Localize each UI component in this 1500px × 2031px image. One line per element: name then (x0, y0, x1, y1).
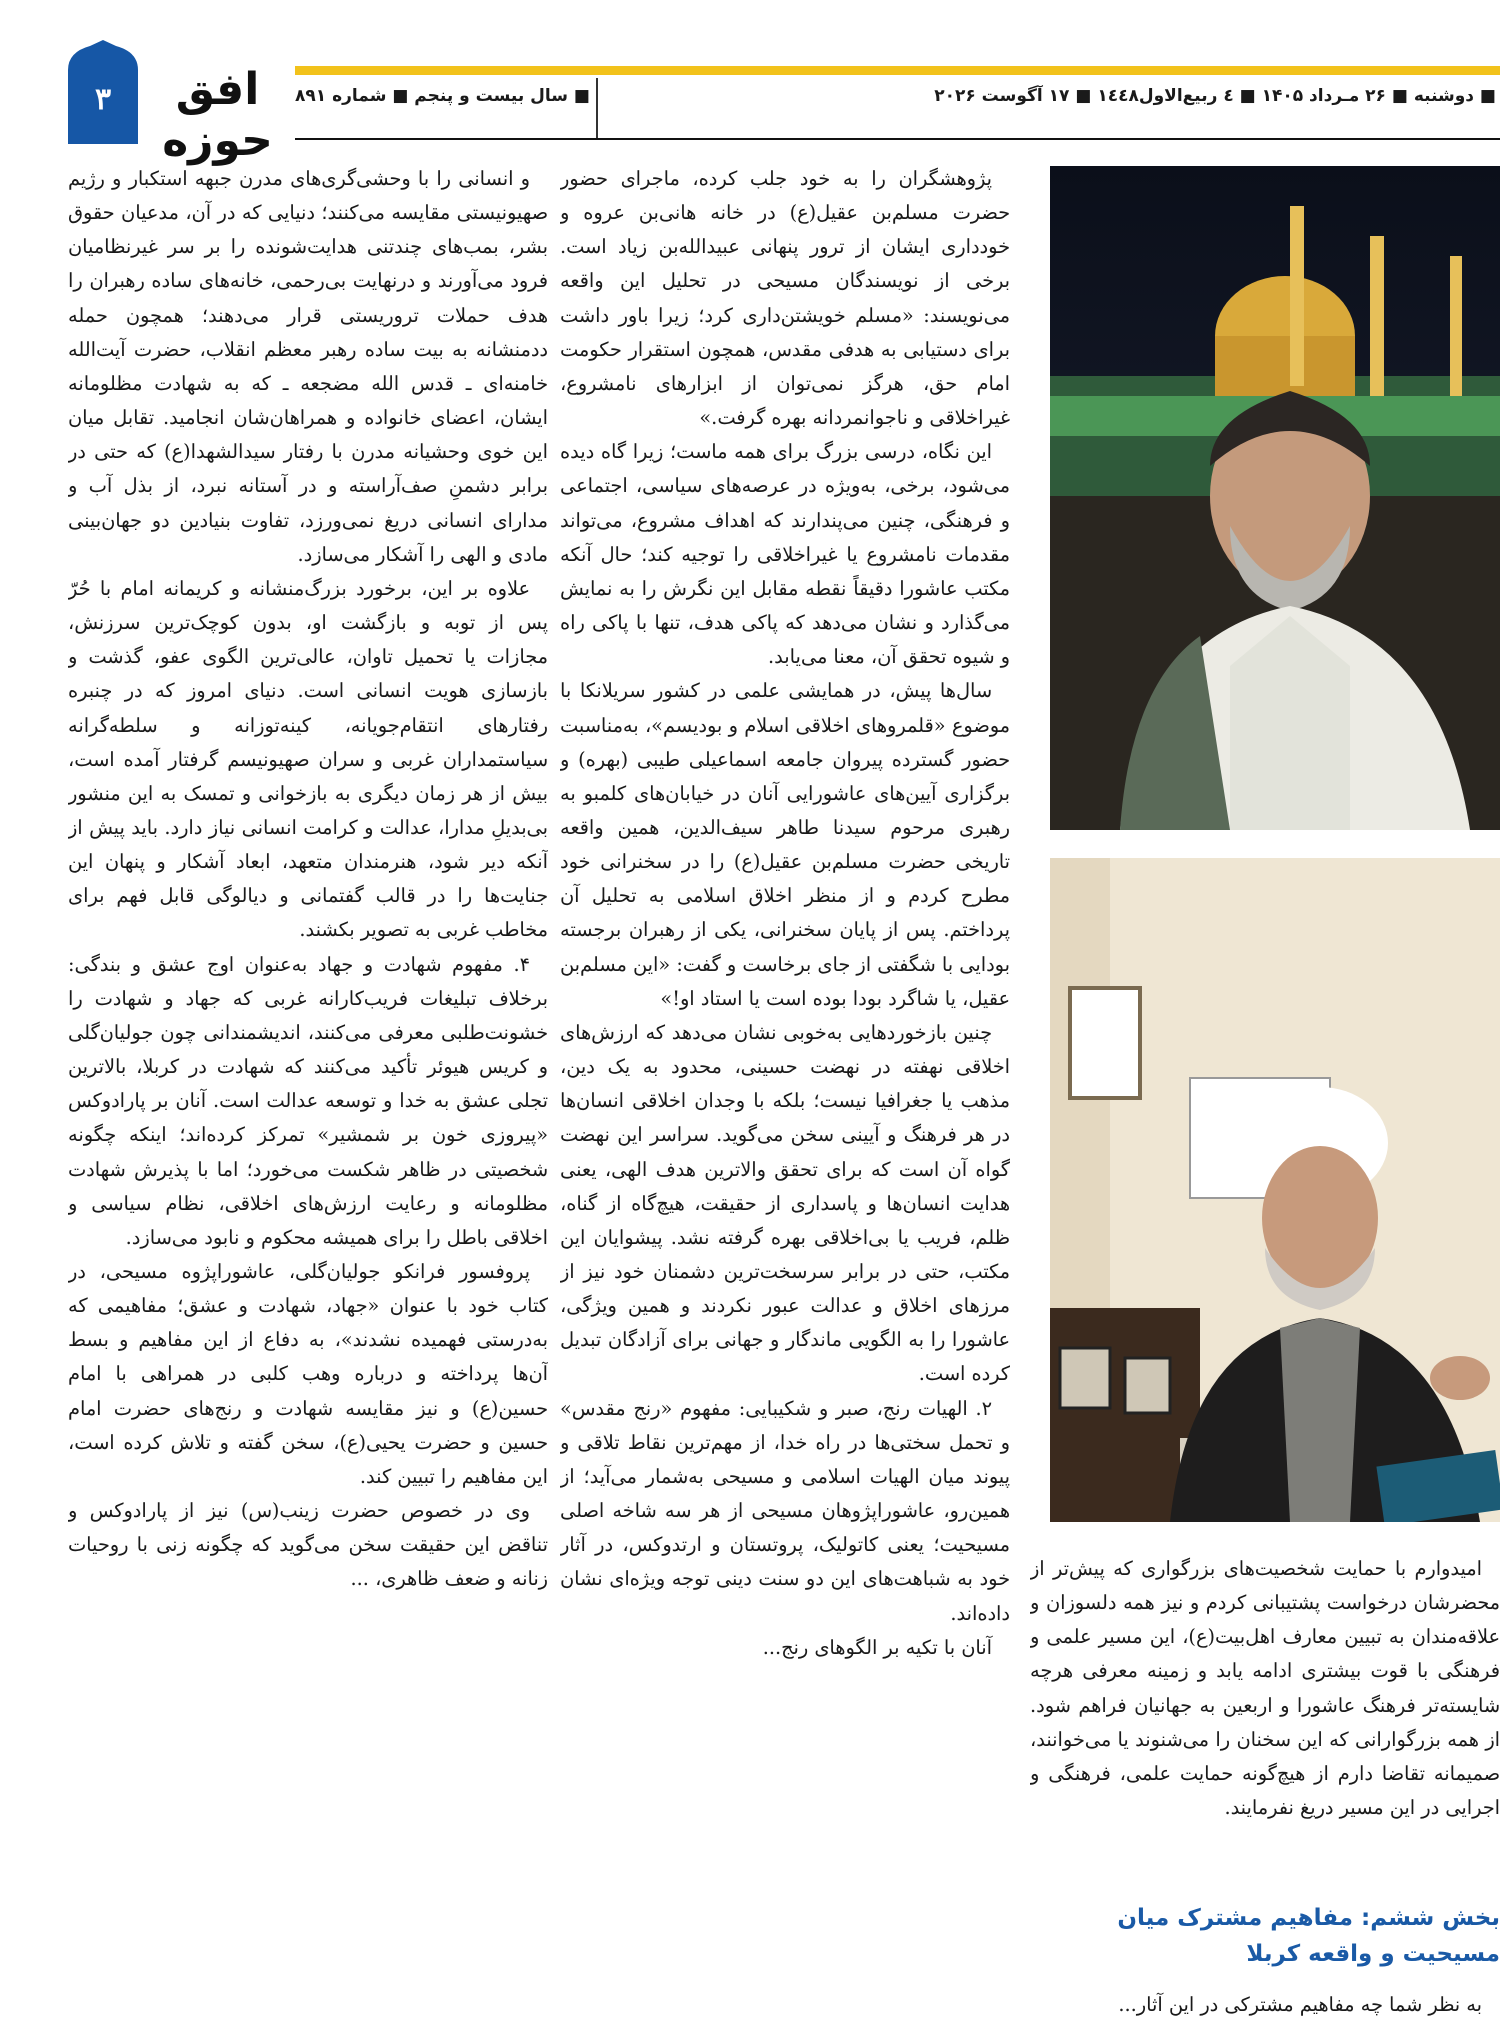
photo-shrine-portrait (1050, 166, 1500, 830)
date-line: ■ دوشنبه ■ ۲۶ مـرداد ۱۴۰۵ ■ ٤ ربیع‌الاول۱٤٤۸ ■ ۱۷ آگوست ۲۰۲۶ (934, 86, 1496, 106)
paragraph: این نگاه، درسی بزرگ برای همه ماست؛ زیرا گاه دیده می‌شود، برخی، به‌ویژه در عرصه‌های سیاسی، اجتماعی و فرهنگی، چنین می‌پندارند که اهداف مشروع، می‌تواند مقدمات نامشروع یا غیراخلاقی را توجیه کند؛ حال آنکه مکتب عاشورا دقیقاً نقطه مقابل این نگرش را به نمایش می‌گذارد و نشان می‌دهد که پاکی هدف، تنها با پاکی راه و شیوه تحقق آن، معنا می‌یابد. (560, 440, 1010, 669)
article-column-right-continued (1030, 1988, 1500, 2031)
paragraph: سال‌ها پیش، در همایشی علمی در کشور سریلانکا با موضوع «قلمروهای اخلاقی اسلام و بودیسم»، به‌مناسبت حضور گسترده پیروان جامعه اسماعیلی طیبی (بهره) و برگزاری آیین‌های عاشورایی آنان در خیابان‌های کلمبو به رهبری مرحوم سیدنا طاهر سیف‌الدین، همین واقعه تاریخی حضرت مسلم‌بن عقیل(ع) را در سخنرانی خود مطرح کردم و از منظر اخلاق اسلامی به تحلیل آن پرداختم. پس از پایان سخنرانی، یکی از رهبران برجسته بودایی با شگفتی از جای برخاست و گفت: «این مسلم‌بن عقیل، یا شاگرد بودا بوده است یا استاد او!» (560, 679, 1010, 1010)
paragraph: و انسانی را با وحشی‌گری‌های مدرن جبهه استکبار و رژیم صهیونیستی مقایسه می‌کنند؛ دنیایی که در آن، مدعیان حقوق بشر، بمب‌های چندتنی هدایت‌شونده را بر سر غیرنظامیان فرود می‌آورند و درنهایت بی‌رحمی، خانه‌های ساده رهبران را هدف حملات تروریستی قرار می‌دهند؛ همچون حمله ددمنشانه به بیت ساده رهبر معظم انقلاب، حضرت آیت‌الله خامنه‌ای ـ قدس الله مضجعه ـ که به شهادت مظلومانه ایشان، اعضای خانواده و همراهان‌شان انجامید. تقابل میان این خوی وحشیانه مدرن با رفتار سیدالشهدا(ع) که حتی در برابر دشمنِ صف‌آراسته و در آستانه نبرد، از بذل آب و مدارای انسانی دریغ نمی‌ورزد، تفاوت بنیادین دو جهان‌بینی مادی و الهی را آشکار می‌سازد. (68, 167, 548, 566)
paragraph: ۲. الهیات رنج، صبر و شکیبایی: مفهوم «رنج مقدس» و تحمل سختی‌ها در راه خدا، از مهم‌ترین نقاط تلاقی و پیوند میان الهیات اسلامی و مسیحی به‌شمار می‌آید؛ از همین‌رو، عاشوراپژوهان مسیحی از هر سه شاخه اصلی مسیحیت؛ یعنی کاتولیک، پروتستان و ارتدوکس، در آثار خود به شباهت‌های این دو سنت دینی توجه ویژه‌ای نشان داده‌اند. (560, 1396, 1010, 1625)
paragraph: چنین بازخوردهایی به‌خوبی نشان می‌دهد که ارزش‌های اخلاقی نهفته در نهضت حسینی، محدود به یک دین، مذهب یا جغرافیا نیست؛ بلکه با وجدان اخلاقی انسان‌ها در هر فرهنگ و آیینی سخن می‌گوید. سراسر این نهضت گواه آن است که برای تحقق والاترین هدف الهی، یعنی هدایت انسان‌ها و پاسداری از حقیقت، هیچ‌گاه از گناه، ظلم، فریب یا بی‌اخلاقی بهره گرفته نشد. پیشوایان این مکتب، حتی در برابر سرسخت‌ترین دشمنان خود نیز از مرزهای اخلاق و عدالت عبور نکردند و همین ویژگی، عاشورا را به الگویی ماندگار و جهانی برای آزادگان تبدیل کرده است. (560, 1020, 1010, 1386)
photo-cleric-event (1050, 858, 1500, 1522)
paragraph: پروفسور فرانکو جولیان‌گلی، عاشوراپژوه مسیحی، در کتاب خود با عنوان «جهاد، شهادت و عشق؛ مفاهیمی که به‌درستی فهمیده نشدند»، به دفاع از این مفاهیم و بسط آن‌ها پرداخته و درباره وهب کلبی در همراهی با امام حسین(ع) و نیز مقایسه شهادت و رنج‌های حضرت امام حسین و حضرت یحیی(ع)، سخن گفته و تلاش کرده است، این مفاهیم را تبیین کند. (68, 1260, 548, 1488)
article-column-right (1030, 1552, 1500, 1902)
article-column-left (68, 162, 548, 2031)
paragraph: ۴. مفهوم شهادت و جهاد به‌عنوان اوج عشق و بندگی: برخلاف تبلیغات فریب‌کارانه غربی که جهاد و شهادت را خشونت‌طلبی معرفی می‌کنند، اندیشمندانی چون جولیان‌گلی و کریس هیوئر تأکید می‌کنند که شهادت در کربلا، بالاترین تجلی عشق به خدا و توسعه عدالت است. آنان بر پارادوکس «پیروزی خون بر شمشیر» تمرکز کرده‌اند؛ اینکه چگونه شخصیتی در ظاهر شکست می‌خورد؛ اما با پذیرش شهادت مظلومانه و رعایت ارزش‌های اخلاقی، نظام سیاسی و اخلاقی باطل را برای همیشه محکوم و نابود می‌سازد. (68, 952, 548, 1249)
paragraph: امیدوارم با حمایت شخصیت‌های بزرگواری که پیش‌تر از محضرشان درخواست پشتیبانی کردم و نیز همه دلسوزان و علاقه‌مندان به تبیین معارف اهل‌بیت(ع)، این مسیر علمی و فرهنگی با قوت بیشتری ادامه یابد و زمینه معرفی هرچه شایسته‌تر فرهنگ عاشورا و اربعین به جهانیان فراهم شود. از همه بزرگوارانی که این سخنان را می‌شنوند یا می‌خوانند، صمیمانه تقاضا دارم از هیچ‌گونه حمایت علمی، فرهنگی و اجرایی در این مسیر دریغ نفرمایند. (1030, 1557, 1500, 1820)
issue-info: ■ سال بیست و پنجم ■ شماره ۸۹۱ (295, 86, 590, 106)
paragraph: پژوهشگران را به خود جلب کرده، ماجرای حضور حضرت مسلم‌بن عقیل(ع) در خانه هانی‌بن عروه و خودداری ایشان از ترور پنهانی عبیدالله‌بن زیاد است. برخی از نویسندگان مسیحی در تحلیل این واقعه می‌نویسند: «مسلم خویشتن‌داری کرد؛ زیرا باور داشت برای دستیابی به هدفی مقدس، همچون استقرار حکومت امام حق، هرگز نمی‌توان از ابزارهای نامشروع، غیراخلاقی و ناجوانمردانه بهره گرفت.» (560, 167, 1010, 430)
header-divider (596, 78, 598, 138)
header-rule (295, 138, 1500, 140)
paragraph: وی در خصوص حضرت زینب(س) نیز از پارادوکس و تناقض این حقیقت سخن می‌گوید که چگونه زنی با روحیات زنانه و ضعف ظاهری، ... (68, 1499, 548, 1591)
paragraph: آنان با تکیه بر الگوهای رنج... (762, 1635, 992, 1659)
paragraph: به نظر شما چه مفاهیم مشترکی در این آثار... (1118, 1993, 1482, 2016)
paragraph: علاوه بر این، برخورد بزرگ‌منشانه و کریمانه امام با حُرّ پس از توبه و بازگشت او، بدون کوچک‌ترین سرزنش، مجازات یا تحمیل تاوان، عالی‌ترین الگوی عفو، گذشت و بازسازی هویت انسانی است. دنیای امروز که در چنبره رفتارهای انتقام‌جویانه، کینه‌توزانه و سلطه‌گرانه سیاستمداران غربی و سران صهیونیسم گرفتار آمده است، بیش از هر زمان دیگری به بازخوانی و تمسک به این منشور بی‌بدیلِ مدارا، عدالت و کرامت انسانی نیاز دارد. باید پیش از آنکه دیر شود، هنرمندان متعهد، ابعاد آشکار و پنهان این جنایت‌ها را در قالب گفتمانی و دیالوگی قابل فهم برای مخاطب غربی به تصویر بکشند. (68, 576, 548, 942)
article-column-middle (560, 162, 1010, 2031)
section-heading: بخش ششم: مفاهیم مشترک میان مسیحیت و واقعه کربلا (1117, 1905, 1500, 1967)
newspaper-logo: افق حوزه (162, 64, 273, 166)
header-accent-bar (295, 66, 1500, 75)
page-number: ۳ (94, 82, 112, 117)
